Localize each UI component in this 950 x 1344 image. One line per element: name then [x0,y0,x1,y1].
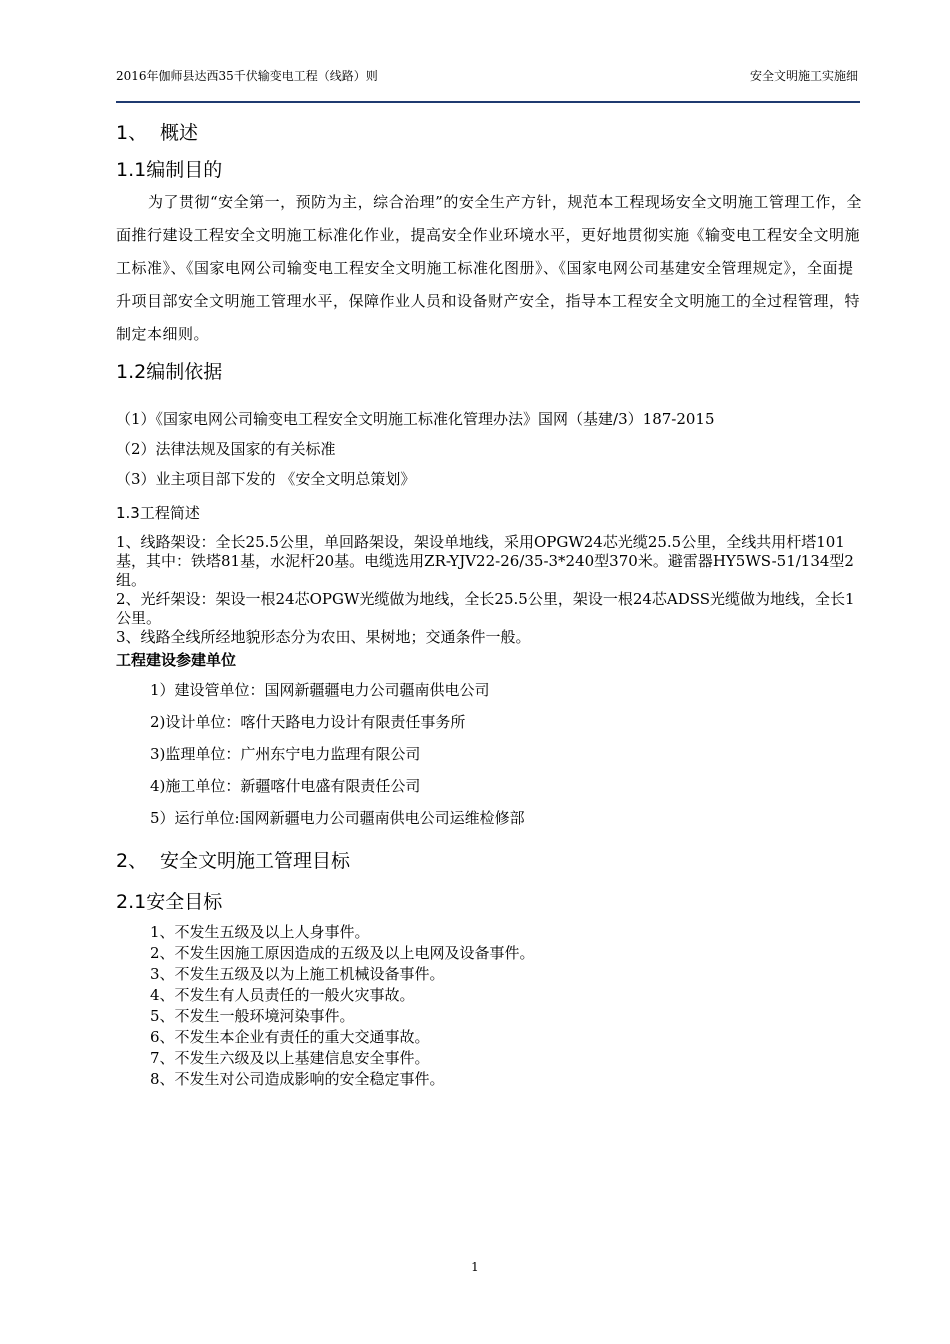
heading-participating-units: 工程建设参建单位 [116,651,237,669]
goal-7: 7、不发生六级及以上基建信息安全事件。 [150,1049,430,1067]
reference-1: （1）《国家电网公司输变电工程安全文明施工标准化管理办法》国网（基建/3）187-2015 [116,410,715,428]
overview-item-1: 1、线路架设：全长25.5公里，单回路架设，架设单地线，采用OPGW24芯光缆25.5公里，全线共用杆塔101基，其中：铁塔81基，水泥杆20基。电缆选用ZR-YJV22-26/35-3*240型370米。避雷器HY5WS-51/134型2组。 [116,533,854,589]
reference-3: （3）业主项目部下发的 《安全文明总策划》 [116,470,416,488]
heading-1-1: 1.1编制目的 [116,159,223,181]
heading-2-1: 2.1安全目标 [116,891,223,913]
heading-section-1 [116,118,862,145]
overview-item-3: 3、线路全线所经地貌形态分为农田、果树地；交通条件一般。 [116,628,531,646]
unit-2: 2)设计单位：喀什天路电力设计有限责任事务所 [150,713,466,731]
heading-section-2 [116,846,862,873]
header-rule [116,101,860,103]
page-number: 1 [471,1260,479,1274]
unit-4: 4)施工单位：新疆喀什电盛有限责任公司 [150,777,421,795]
goal-8: 8、不发生对公司造成影响的安全稳定事件。 [150,1070,445,1088]
goal-3: 3、不发生五级及以为上施工机械设备事件。 [150,965,445,983]
overview-item-2: 2、光纤架设：架设一根24芯OPGW光缆做为地线，全长25.5公里，架设一根24芯ADSS光缆做为地线，全长1公里。 [116,590,855,627]
unit-1: 1）建设管单位：国网新疆疆电力公司疆南供电公司 [150,681,490,699]
header-document-title: 2016年伽师县达西35千伏输变电工程（线路）则 [116,69,378,83]
page-content [116,112,862,1090]
goal-1: 1、不发生五级及以上人身事件。 [150,923,370,941]
goal-4: 4、不发生有人员责任的一般火灾事故。 [150,986,415,1004]
section-1-number: 1、 [116,122,148,144]
purpose-paragraph: 为了贯彻“安全第一，预防为主，综合治理”的安全生产方针，规范本工程现场安全文明施工管理工作，全面推行建设工程安全文明施工标准化作业，提高安全作业环境水平，更好地贯彻实施《输变电工程安全文明施工标准》、《国家电网公司输变电工程安全文明施工标准化图册》、《国家电网公司基建安全管理规定》，全面提升项目部安全文明施工管理水平，保障作业人员和设备财产安全，指导本工程安全文明施工的全过程管理，特制定本细则。 [116,193,862,343]
heading-1-3: 1.3工程简述 [116,504,200,522]
goal-5: 5、不发生一般环境河染事件。 [150,1007,355,1025]
section-2-number: 2、 [116,850,148,872]
goal-6: 6、不发生本企业有责任的重大交通事故。 [150,1028,430,1046]
goal-2: 2、不发生因施工原因造成的五级及以上电网及设备事件。 [150,944,535,962]
unit-5: 5）运行单位:国网新疆电力公司疆南供电公司运维检修部 [150,809,525,827]
reference-2: （2）法律法规及国家的有关标准 [116,440,336,458]
unit-3: 3)监理单位：广州东宁电力监理有限公司 [150,745,421,763]
section-2-title: 安全文明施工管理目标 [160,850,351,872]
section-1-title: 概述 [160,122,199,144]
heading-1-2: 1.2编制依据 [116,361,223,383]
header-section-title: 安全文明施工实施细 [749,69,858,83]
